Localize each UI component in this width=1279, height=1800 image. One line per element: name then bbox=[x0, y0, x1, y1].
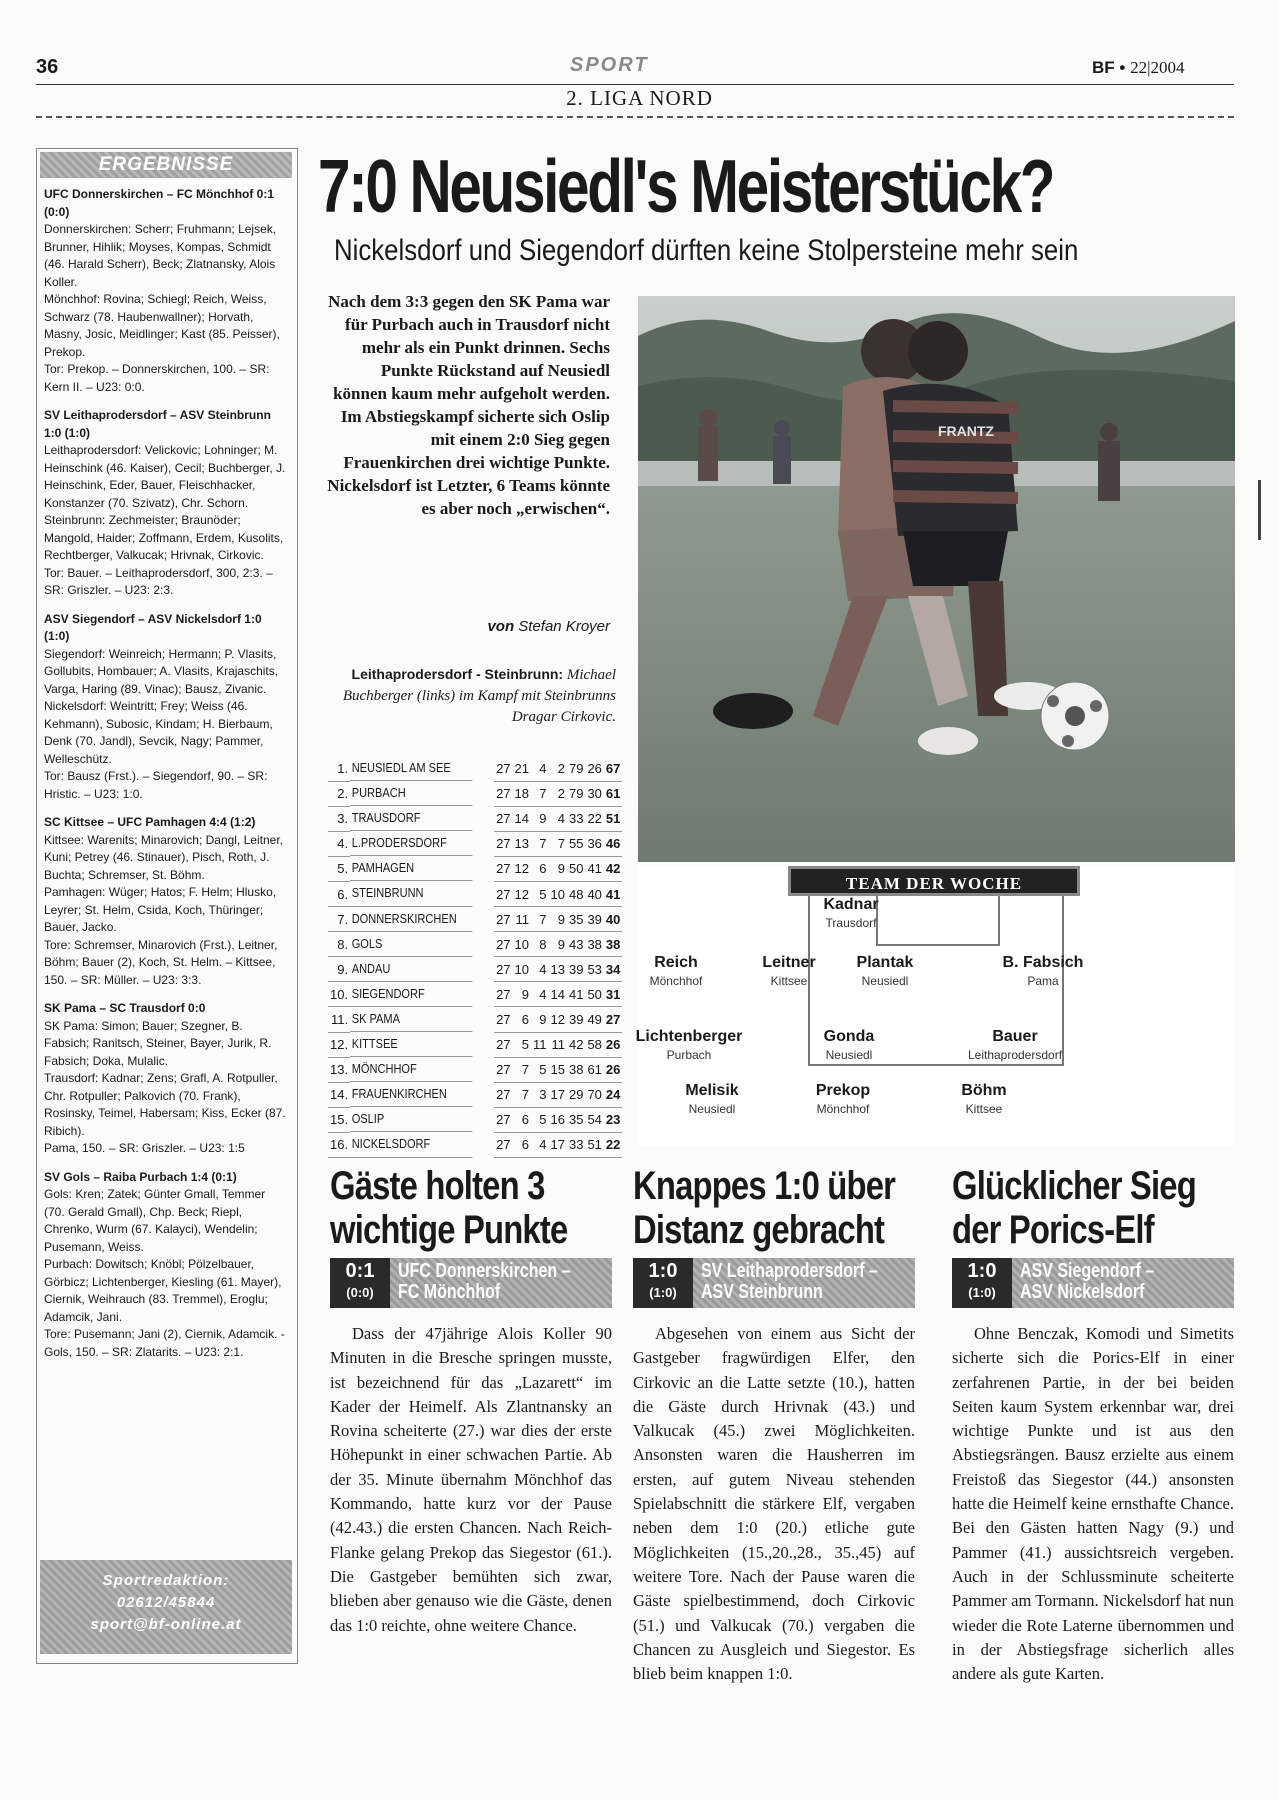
table-cell-team: OSLIP bbox=[350, 1107, 472, 1132]
table-row bbox=[328, 756, 622, 781]
table-row bbox=[328, 806, 622, 831]
table-cell-g: 27 bbox=[494, 1007, 512, 1032]
table-cell-gf: 33 bbox=[567, 1132, 585, 1157]
table-cell-ga: 22 bbox=[585, 806, 603, 831]
match-result: SC Kittsee – UFC Pamhagen 4:4 (1:2) bbox=[44, 815, 256, 829]
contact-email[interactable]: sport@bf-online.at bbox=[90, 1616, 242, 1633]
table-cell-team: NEUSIEDL AM SEE bbox=[350, 756, 472, 781]
score-bar bbox=[633, 1258, 915, 1308]
table-cell-l: 2 bbox=[549, 756, 567, 781]
main-headline: 7:0 Neusiedl's Meisterstück? bbox=[318, 144, 1054, 228]
table-cell-ga: 53 bbox=[585, 957, 603, 982]
match-teams bbox=[701, 1261, 878, 1303]
author-name: Stefan Kroyer bbox=[518, 618, 610, 635]
table-cell-pos: 13. bbox=[328, 1057, 350, 1082]
article-body bbox=[952, 1322, 1234, 1686]
lineup-line: Donnerskirchen: Scherr; Fruhmann; Lejsek, Brunner, Hihlik; Moyses, Kompas, Schmidt (46. Harald Scherr), Beck; Zlatnansky, Alois Koller. bbox=[44, 222, 277, 289]
player-club: Leithaprodersdorf bbox=[967, 1048, 1063, 1062]
table-cell-d: 5 bbox=[531, 1057, 549, 1082]
publication-name: BF bbox=[1092, 58, 1115, 77]
table-cell-gf: 38 bbox=[567, 1057, 585, 1082]
table-cell-team: GOLS bbox=[350, 932, 472, 957]
match-photo bbox=[638, 296, 1235, 862]
caption-title: Leithaprodersdorf - Steinbrunn: bbox=[351, 666, 564, 682]
score-box bbox=[952, 1258, 1012, 1308]
table-cell-ga: 58 bbox=[585, 1032, 603, 1057]
table-cell-g: 27 bbox=[494, 1082, 512, 1107]
table-cell-pts: 23 bbox=[604, 1107, 622, 1132]
table-cell-gf: 33 bbox=[567, 806, 585, 831]
table-cell-gf: 55 bbox=[567, 831, 585, 856]
player-card bbox=[958, 954, 1128, 988]
table-row bbox=[328, 1007, 622, 1032]
table-cell-pts: 38 bbox=[604, 932, 622, 957]
table-cell-gf: 43 bbox=[567, 932, 585, 957]
lineup-line: Tor: Bausz (Frst.). – Siegendorf, 90. – SR: Hristic. – U23: 1:0. bbox=[44, 769, 268, 801]
table-cell-w: 5 bbox=[513, 1032, 531, 1057]
body-paragraph: Dass der 47jährige Alois Koller 90 Minuten in die Bresche springen musste, ist bezeichnend für das „Lazarett“ im Kader der Heimelf. Als Zlantnansky an Rovina scheiterte (27.) war dies der erste Höhepunkt in einer schwachen Partie. Ab der 35. Minute übernahm Mönchhof das Kommando, hatte kurz vor der Pause (42.43.) die ersten Chancen. Nach Reich-Flanke gelang Prekop das Siegestor (61.). Die Gastgeber bemühten sich zwar, blieben aber genauso wie die Gäste, denen das 1:0 reichte, ohne weitere Chance. bbox=[330, 1324, 612, 1635]
table-cell-pos: 11. bbox=[328, 1007, 350, 1032]
player-name: Prekop bbox=[815, 1082, 871, 1099]
table-cell-d: 4 bbox=[531, 1132, 549, 1157]
table-row bbox=[328, 781, 622, 806]
table-cell-d: 7 bbox=[531, 831, 549, 856]
table-cell-l: 13 bbox=[549, 957, 567, 982]
table-cell-gf: 48 bbox=[567, 881, 585, 906]
lineup-line: Pama, 150. – SR: Griszler. – U23: 1:5 bbox=[44, 1141, 245, 1155]
table-cell-d: 7 bbox=[531, 907, 549, 932]
table-cell-team: STEINBRUNN bbox=[350, 881, 472, 906]
table-cell-team: DONNERSKIRCHEN bbox=[350, 907, 472, 932]
table-cell-team: NICKELSDORF bbox=[350, 1132, 472, 1157]
table-cell-g: 27 bbox=[494, 1032, 512, 1057]
table-cell-l: 14 bbox=[549, 982, 567, 1007]
player-club: Purbach bbox=[666, 1048, 712, 1062]
table-cell-pos: 6. bbox=[328, 881, 350, 906]
player-club: Neusiedl bbox=[825, 1048, 873, 1062]
halftime-score: (1:0) bbox=[968, 1285, 996, 1300]
table-row bbox=[328, 1057, 622, 1082]
lineup-line: Steinbrunn: Zechmeister; Braunöder; Mangold, Haider; Zoffmann, Erdem, Kusolits, Rechtberger, Valkucak; Hrivnak, Cirkovic. bbox=[44, 513, 284, 562]
team-name: SV Leithaprodersdorf – bbox=[701, 1260, 878, 1282]
table-cell-gf: 29 bbox=[567, 1082, 585, 1107]
player-card bbox=[930, 1028, 1100, 1062]
table-cell-d: 5 bbox=[531, 881, 549, 906]
sport-contact-box bbox=[40, 1560, 292, 1654]
player-name: B. Fabsich bbox=[1002, 954, 1084, 971]
table-cell-gf: 42 bbox=[567, 1032, 585, 1057]
match-teams bbox=[1020, 1261, 1154, 1303]
table-cell-pos: 2. bbox=[328, 781, 350, 806]
table-cell-team: SK PAMA bbox=[350, 1007, 472, 1032]
table-cell-g: 27 bbox=[494, 756, 512, 781]
table-cell-gf: 35 bbox=[567, 1107, 585, 1132]
result-block bbox=[44, 611, 288, 804]
player-name: Lichtenberger bbox=[635, 1028, 743, 1045]
contact-label: Sportredaktion: bbox=[102, 1572, 230, 1589]
table-cell-ga: 70 bbox=[585, 1082, 603, 1107]
table-cell-l: 17 bbox=[549, 1132, 567, 1157]
league-table bbox=[328, 756, 621, 1158]
halftime-score: (0:0) bbox=[346, 1285, 374, 1300]
table-cell-pts: 22 bbox=[604, 1132, 622, 1157]
table-cell-team: TRAUSDORF bbox=[350, 806, 472, 831]
table-cell-pos: 3. bbox=[328, 806, 350, 831]
league-title: 2. LIGA NORD bbox=[566, 86, 713, 110]
photo-caption bbox=[326, 664, 616, 728]
table-cell-team: PAMHAGEN bbox=[350, 856, 472, 881]
table-cell-ga: 54 bbox=[585, 1107, 603, 1132]
lineup-line: Tor: Bauer. – Leithaprodersdorf, 300, 2:3. – SR: Griszler. – U23: 2:3. bbox=[44, 565, 273, 597]
table-cell-pts: 34 bbox=[604, 957, 622, 982]
table-cell-pos: 9. bbox=[328, 957, 350, 982]
table-cell-l: 10 bbox=[549, 881, 567, 906]
score-box bbox=[633, 1258, 693, 1308]
table-cell-w: 11 bbox=[513, 907, 531, 932]
player-name: Leitner bbox=[762, 954, 816, 971]
page-edge-mark bbox=[1258, 480, 1261, 540]
results-list bbox=[44, 186, 288, 1372]
table-cell-l: 12 bbox=[549, 1007, 567, 1032]
lineup-line: Leithaprodersdorf: Velickovic; Lohninger; M. Heinschink (46. Kaiser), Cecil; Buchberger, J. Heinschink, Eder, Bauer, Fleischhacker, Konstanzer (70. Szivatz), Chr. Schorn. bbox=[44, 443, 286, 510]
table-cell-w: 13 bbox=[513, 831, 531, 856]
table-cell-d: 11 bbox=[531, 1032, 549, 1057]
contact-phone: 02612/45844 bbox=[116, 1594, 216, 1611]
article-headline bbox=[952, 1164, 1242, 1252]
table-cell-team: ANDAU bbox=[350, 957, 472, 982]
table-cell-pts: 26 bbox=[604, 1057, 622, 1082]
table-cell-ga: 49 bbox=[585, 1007, 603, 1032]
football-players-image bbox=[638, 296, 1235, 862]
player-name: Plantak bbox=[856, 954, 914, 971]
table-row bbox=[328, 1082, 622, 1107]
headline-line: Glücklicher Sieg bbox=[952, 1164, 1196, 1208]
player-card bbox=[604, 1028, 774, 1062]
author-byline bbox=[326, 618, 610, 635]
result-block bbox=[44, 407, 288, 600]
table-cell-team: L.PRODERSDORF bbox=[350, 831, 472, 856]
player-club: Mönchhof bbox=[816, 1102, 870, 1116]
final-score: 1:0 bbox=[967, 1260, 997, 1282]
table-cell-d: 5 bbox=[531, 1107, 549, 1132]
table-cell-pts: 40 bbox=[604, 907, 622, 932]
match-result: UFC Donnerskirchen – FC Mönchhof 0:1 (0:0) bbox=[44, 187, 275, 219]
score-bar bbox=[330, 1258, 612, 1308]
lineup-line: Gols: Kren; Zatek; Günter Gmall, Temmer (70. Gerald Gmall), Chp. Beck; Riepl, Chrenko, Wurm (67. Kalayci), Wendelin; Pusemann, Weiss. bbox=[44, 1187, 266, 1254]
table-cell-w: 21 bbox=[513, 756, 531, 781]
table-cell-pos: 8. bbox=[328, 932, 350, 957]
table-cell-d: 3 bbox=[531, 1082, 549, 1107]
table-cell-w: 7 bbox=[513, 1057, 531, 1082]
table-cell-w: 9 bbox=[513, 982, 531, 1007]
dashed-divider bbox=[36, 116, 1234, 118]
headline-line: der Porics-Elf bbox=[952, 1208, 1154, 1252]
team-name: UFC Donnerskirchen – bbox=[398, 1260, 571, 1282]
match-teams bbox=[398, 1261, 570, 1303]
lineup-line: Siegendorf: Weinreich; Hermann; P. Vlasits, Gollubits, Hombauer; A. Vlasits, Krajaschits, Varga, Haring (89. Vinac); Bausz, Zivanic. bbox=[44, 646, 279, 696]
lineup-line: SK Pama: Simon; Bauer; Szegner, B. Fabsich; Ranitsch, Steiner, Bayer, Jurik, R. Fabsich; Doka, Mulalic. bbox=[44, 1018, 272, 1068]
table-cell-l: 16 bbox=[549, 1107, 567, 1132]
table-cell-team: FRAUENKIRCHEN bbox=[350, 1082, 472, 1107]
table-cell-g: 27 bbox=[494, 982, 512, 1007]
body-paragraph: Abgesehen von einem aus Sicht der Gastgeber fragwürdigen Elfer, den Cirkovic an die Latte setzte (10.), hatten die Gäste durch Hrivnak (43.) und Valkucak (45.) zwei Möglichkeiten. Ansonsten waren die Hausherren im ersten, auf gutem Niveau stehenden Spielabschnitt die stärkere Elf, vergaben neben dem 1:0 (20.) etliche gute Möglichkeiten (15.,20.,28., 35.,45) auf weitere Tore. Nach der Pause waren die Gäste spielbestimmend, doch Cirkovic (51.) und Valkucak (70.) vergaben die Chancen zu Ausgleich und Siegestor. Es blieb beim knappen 1:0. bbox=[633, 1324, 915, 1684]
table-cell-d: 6 bbox=[531, 856, 549, 881]
table-cell-w: 6 bbox=[513, 1107, 531, 1132]
headline-line: Distanz gebracht bbox=[633, 1208, 885, 1252]
table-cell-ga: 41 bbox=[585, 856, 603, 881]
table-cell-ga: 39 bbox=[585, 907, 603, 932]
table-row bbox=[328, 957, 622, 982]
table-cell-g: 27 bbox=[494, 932, 512, 957]
article-body bbox=[633, 1322, 915, 1686]
player-name: Böhm bbox=[961, 1082, 1007, 1099]
table-cell-gf: 41 bbox=[567, 982, 585, 1007]
table-cell-pts: 31 bbox=[604, 982, 622, 1007]
table-row bbox=[328, 1107, 622, 1132]
table-cell-pts: 67 bbox=[604, 756, 622, 781]
table-cell-ga: 51 bbox=[585, 1132, 603, 1157]
publication-issue: BF • 22|2004 bbox=[1092, 58, 1185, 77]
page-number: 36 bbox=[36, 56, 59, 78]
table-cell-w: 18 bbox=[513, 781, 531, 806]
halftime-score: (1:0) bbox=[649, 1285, 677, 1300]
lineup-line: Tor: Prekop. – Donnerskirchen, 100. – SR: Kern II. – U23: 0:0. bbox=[44, 362, 270, 394]
headline-line: wichtige Punkte bbox=[330, 1208, 568, 1252]
player-name: Gonda bbox=[823, 1028, 875, 1045]
table-cell-d: 4 bbox=[531, 756, 549, 781]
team-name: ASV Steinbrunn bbox=[701, 1281, 823, 1303]
table-cell-g: 27 bbox=[494, 856, 512, 881]
table-cell-team: SIEGENDORF bbox=[350, 982, 472, 1007]
table-cell-team: KITTSEE bbox=[350, 1032, 472, 1057]
lineup-line: Purbach: Dowitsch; Knöbl; Pölzelbauer, Görbicz; Lichtenberger, Kiesling (61. Mayer), Ciernik, Weihrauch (83. Tremmel), Eroglu; Adamcik, Jani. bbox=[44, 1257, 282, 1324]
table-cell-pos: 10. bbox=[328, 982, 350, 1007]
table-cell-g: 27 bbox=[494, 781, 512, 806]
table-cell-ga: 30 bbox=[585, 781, 603, 806]
table-cell-l: 4 bbox=[549, 806, 567, 831]
table-cell-l: 9 bbox=[549, 907, 567, 932]
headline-line: Gäste holten 3 bbox=[330, 1164, 545, 1208]
table-cell-pts: 41 bbox=[604, 881, 622, 906]
score-bar bbox=[952, 1258, 1234, 1308]
table-cell-d: 7 bbox=[531, 781, 549, 806]
headline-line: Knappes 1:0 über bbox=[633, 1164, 896, 1208]
table-cell-gf: 79 bbox=[567, 756, 585, 781]
table-cell-pos: 14. bbox=[328, 1082, 350, 1107]
lineup-line: Nickelsdorf: Weintritt; Frey; Weiss (46. Kehmann), Subosic, Kindam; H. Bierbaum, Denk (70. Jandl), Sevcik, Nagy; Pammer, Welleschütz. bbox=[44, 699, 273, 766]
player-name: Kadnar bbox=[823, 896, 879, 913]
table-cell-l: 17 bbox=[549, 1082, 567, 1107]
sub-headline: Nickelsdorf und Siegendorf dürften keine Stolpersteine mehr sein bbox=[334, 234, 1079, 267]
table-cell-w: 14 bbox=[513, 806, 531, 831]
table-row bbox=[328, 1032, 622, 1057]
table-cell-g: 27 bbox=[494, 806, 512, 831]
table-cell-pos: 4. bbox=[328, 831, 350, 856]
player-name: Melisik bbox=[685, 1082, 739, 1099]
table-cell-ga: 61 bbox=[585, 1057, 603, 1082]
table-cell-d: 9 bbox=[531, 1007, 549, 1032]
issue-number: 22|2004 bbox=[1130, 58, 1185, 77]
result-block bbox=[44, 1169, 288, 1362]
intro-paragraph: Nach dem 3:3 gegen den SK Pama war für Purbach auch in Trausdorf nicht mehr als ein Punkt drinnen. Sechs Punkte Rückstand auf Neusiedl können kaum mehr aufgeholt werden. bbox=[328, 292, 610, 403]
table-cell-pos: 16. bbox=[328, 1132, 350, 1157]
table-cell-l: 2 bbox=[549, 781, 567, 806]
table-row bbox=[328, 932, 622, 957]
table-cell-l: 9 bbox=[549, 932, 567, 957]
player-club: Trausdorf bbox=[825, 916, 877, 930]
lineup-line: Mönchhof: Rovina; Schiegl; Reich, Weiss, Schwarz (78. Haubenwallner); Horvath, Masny, Josic, Meidlinger; Kast (85. Peisser), Prekop. bbox=[44, 292, 280, 359]
player-club: Mönchhof bbox=[649, 974, 703, 988]
player-name: Reich bbox=[654, 954, 698, 971]
table-cell-pos: 15. bbox=[328, 1107, 350, 1132]
result-block bbox=[44, 814, 288, 989]
table-cell-w: 10 bbox=[513, 957, 531, 982]
table-cell-team: MÖNCHHOF bbox=[350, 1057, 472, 1082]
result-block bbox=[44, 186, 288, 396]
table-cell-d: 4 bbox=[531, 982, 549, 1007]
table-cell-w: 6 bbox=[513, 1132, 531, 1157]
table-row bbox=[328, 907, 622, 932]
match-result: ASV Siegendorf – ASV Nickelsdorf 1:0 (1:0) bbox=[44, 611, 262, 643]
player-club: Neusiedl bbox=[861, 974, 909, 988]
team-of-week-title: TEAM DER WOCHE bbox=[788, 866, 1080, 896]
table-cell-l: 15 bbox=[549, 1057, 567, 1082]
caption-text: Michael Buchberger (links) im Kampf mit Steinbrunns Dragar Cirkovic. bbox=[342, 667, 616, 725]
table-cell-gf: 50 bbox=[567, 856, 585, 881]
table-row bbox=[328, 881, 622, 906]
table-cell-pos: 1. bbox=[328, 756, 350, 781]
player-club: Kittsee bbox=[770, 974, 808, 988]
match-result: SK Pama – SC Trausdorf 0:0 bbox=[44, 1001, 206, 1015]
soccer-ball bbox=[1041, 682, 1109, 750]
table-cell-pts: 26 bbox=[604, 1032, 622, 1057]
table-cell-w: 12 bbox=[513, 856, 531, 881]
player-card bbox=[764, 1028, 934, 1062]
results-banner: ERGEBNISSE bbox=[40, 152, 292, 178]
table-cell-g: 27 bbox=[494, 1107, 512, 1132]
table-row bbox=[328, 982, 622, 1007]
team-name: FC Mönchhof bbox=[398, 1281, 501, 1303]
table-cell-pts: 61 bbox=[604, 781, 622, 806]
section-title: SPORT bbox=[570, 54, 649, 76]
player-card bbox=[899, 1082, 1069, 1116]
table-cell-d: 8 bbox=[531, 932, 549, 957]
table-cell-g: 27 bbox=[494, 957, 512, 982]
table-cell-d: 4 bbox=[531, 957, 549, 982]
article-headline bbox=[633, 1164, 923, 1252]
table-row bbox=[328, 831, 622, 856]
table-cell-gf: 79 bbox=[567, 781, 585, 806]
player-card bbox=[800, 954, 970, 988]
score-box bbox=[330, 1258, 390, 1308]
article-headline bbox=[330, 1164, 620, 1252]
final-score: 1:0 bbox=[648, 1260, 678, 1282]
header-rule bbox=[36, 84, 1234, 85]
table-cell-w: 6 bbox=[513, 1007, 531, 1032]
player-club: Kittsee bbox=[965, 1102, 1003, 1116]
intro-paragraph: Im Abstiegskampf sicherte sich Oslip mit einem 2:0 Sieg gegen Frauenkirchen drei wichtige Punkte. Nickelsdorf ist Letzter, 6 Teams könnte es aber noch „erwischen“. bbox=[327, 407, 610, 518]
team-name: ASV Nickelsdorf bbox=[1020, 1281, 1145, 1303]
body-paragraph: Ohne Benczak, Komodi und Simetits sicherte sich die Porics-Elf in einer zerfahrenen Partie, in der bei beiden Seiten kaum System erkennbar war, drei wichtige Punkte und ist aus den Abstiegsrängen. Bausz erzielte aus einem Freistoß das Siegestor (44.) ansonsten hatte die Heimelf keine ernsthafte Chance. Bei den Gästen hatten Nagy (9.) und Pammer (41.) aussichtsreich vergeben. Auch in der Schlussminute scheiterte Pammer am Tormann. Nickelsdorf hat nun wieder die Rote Laterne übernommen und in der Abstiegsfrage sicherlich alles andere als gute Karten. bbox=[952, 1324, 1234, 1684]
table-cell-w: 12 bbox=[513, 881, 531, 906]
player-card bbox=[766, 896, 936, 930]
table-cell-pts: 27 bbox=[604, 1007, 622, 1032]
table-cell-pos: 12. bbox=[328, 1032, 350, 1057]
table-cell-pts: 46 bbox=[604, 831, 622, 856]
player-club: Neusiedl bbox=[688, 1102, 736, 1116]
table-cell-gf: 39 bbox=[567, 1007, 585, 1032]
article-body bbox=[330, 1322, 612, 1638]
table-cell-pos: 5. bbox=[328, 856, 350, 881]
table-cell-gf: 35 bbox=[567, 907, 585, 932]
table-cell-g: 27 bbox=[494, 831, 512, 856]
table-cell-l: 11 bbox=[549, 1032, 567, 1057]
table-cell-g: 27 bbox=[494, 881, 512, 906]
lineup-line: Kittsee: Warenits; Minarovich; Dangl, Leitner, Kuni; Petrey (46. Stinauer), Pisch, Roth, J. Buchta; Schremser, St. Böhm. bbox=[44, 832, 283, 882]
standings-table bbox=[328, 756, 622, 1158]
result-block bbox=[44, 1000, 288, 1158]
shirt-sponsor: FRANTZ bbox=[938, 423, 994, 439]
table-cell-pts: 51 bbox=[604, 806, 622, 831]
table-cell-l: 9 bbox=[549, 856, 567, 881]
lineup-line: Pamhagen: Wüger; Hatos; F. Helm; Hlusko, Leyrer; St. Helm, Csida, Koch, Thüringer; Bauer, Jacko. bbox=[44, 885, 277, 934]
lineup-line: Tore: Pusemann; Jani (2), Ciernik, Adamcik. - Gols, 150. – SR: Zlatarits. – U23: 2:1. bbox=[44, 1327, 285, 1359]
table-cell-ga: 40 bbox=[585, 881, 603, 906]
table-cell-pts: 42 bbox=[604, 856, 622, 881]
player-name: Bauer bbox=[992, 1028, 1038, 1045]
table-cell-w: 7 bbox=[513, 1082, 531, 1107]
table-cell-d: 9 bbox=[531, 806, 549, 831]
lineup-line: Tore: Schremser, Minarovich (Frst.), Leitner, Böhm; Bauer (2), Koch, St. Helm. – Kittsee, 150. – SR: Müller. – U23: 3:3. bbox=[44, 937, 278, 987]
table-row bbox=[328, 1132, 622, 1157]
table-row bbox=[328, 856, 622, 881]
table-cell-ga: 38 bbox=[585, 932, 603, 957]
table-cell-pos: 7. bbox=[328, 907, 350, 932]
table-cell-g: 27 bbox=[494, 1132, 512, 1157]
article-intro bbox=[326, 290, 610, 520]
final-score: 0:1 bbox=[345, 1260, 375, 1282]
table-cell-team: PURBACH bbox=[350, 781, 472, 806]
match-result: SV Leithaprodersdorf – ASV Steinbrunn 1:0 (1:0) bbox=[44, 408, 271, 440]
table-cell-ga: 50 bbox=[585, 982, 603, 1007]
lineup-line: Trausdorf: Kadnar; Zens; Grafl, A. Rotpuller, Chr. Rotpuller; Palkovich (70. Frank), Rosinsky, Teimel, Habersam; Kiss, Ecker (87. Ribich). bbox=[44, 1071, 286, 1138]
table-cell-l: 7 bbox=[549, 831, 567, 856]
table-cell-gf: 39 bbox=[567, 957, 585, 982]
table-cell-w: 10 bbox=[513, 932, 531, 957]
table-cell-pts: 24 bbox=[604, 1082, 622, 1107]
team-name: ASV Siegendorf – bbox=[1020, 1260, 1155, 1282]
match-result: SV Gols – Raiba Purbach 1:4 (0:1) bbox=[44, 1169, 237, 1184]
author-prefix: von bbox=[487, 618, 515, 635]
table-cell-ga: 36 bbox=[585, 831, 603, 856]
table-cell-g: 27 bbox=[494, 907, 512, 932]
table-cell-ga: 26 bbox=[585, 756, 603, 781]
player-club: Pama bbox=[1027, 974, 1059, 988]
table-cell-g: 27 bbox=[494, 1057, 512, 1082]
